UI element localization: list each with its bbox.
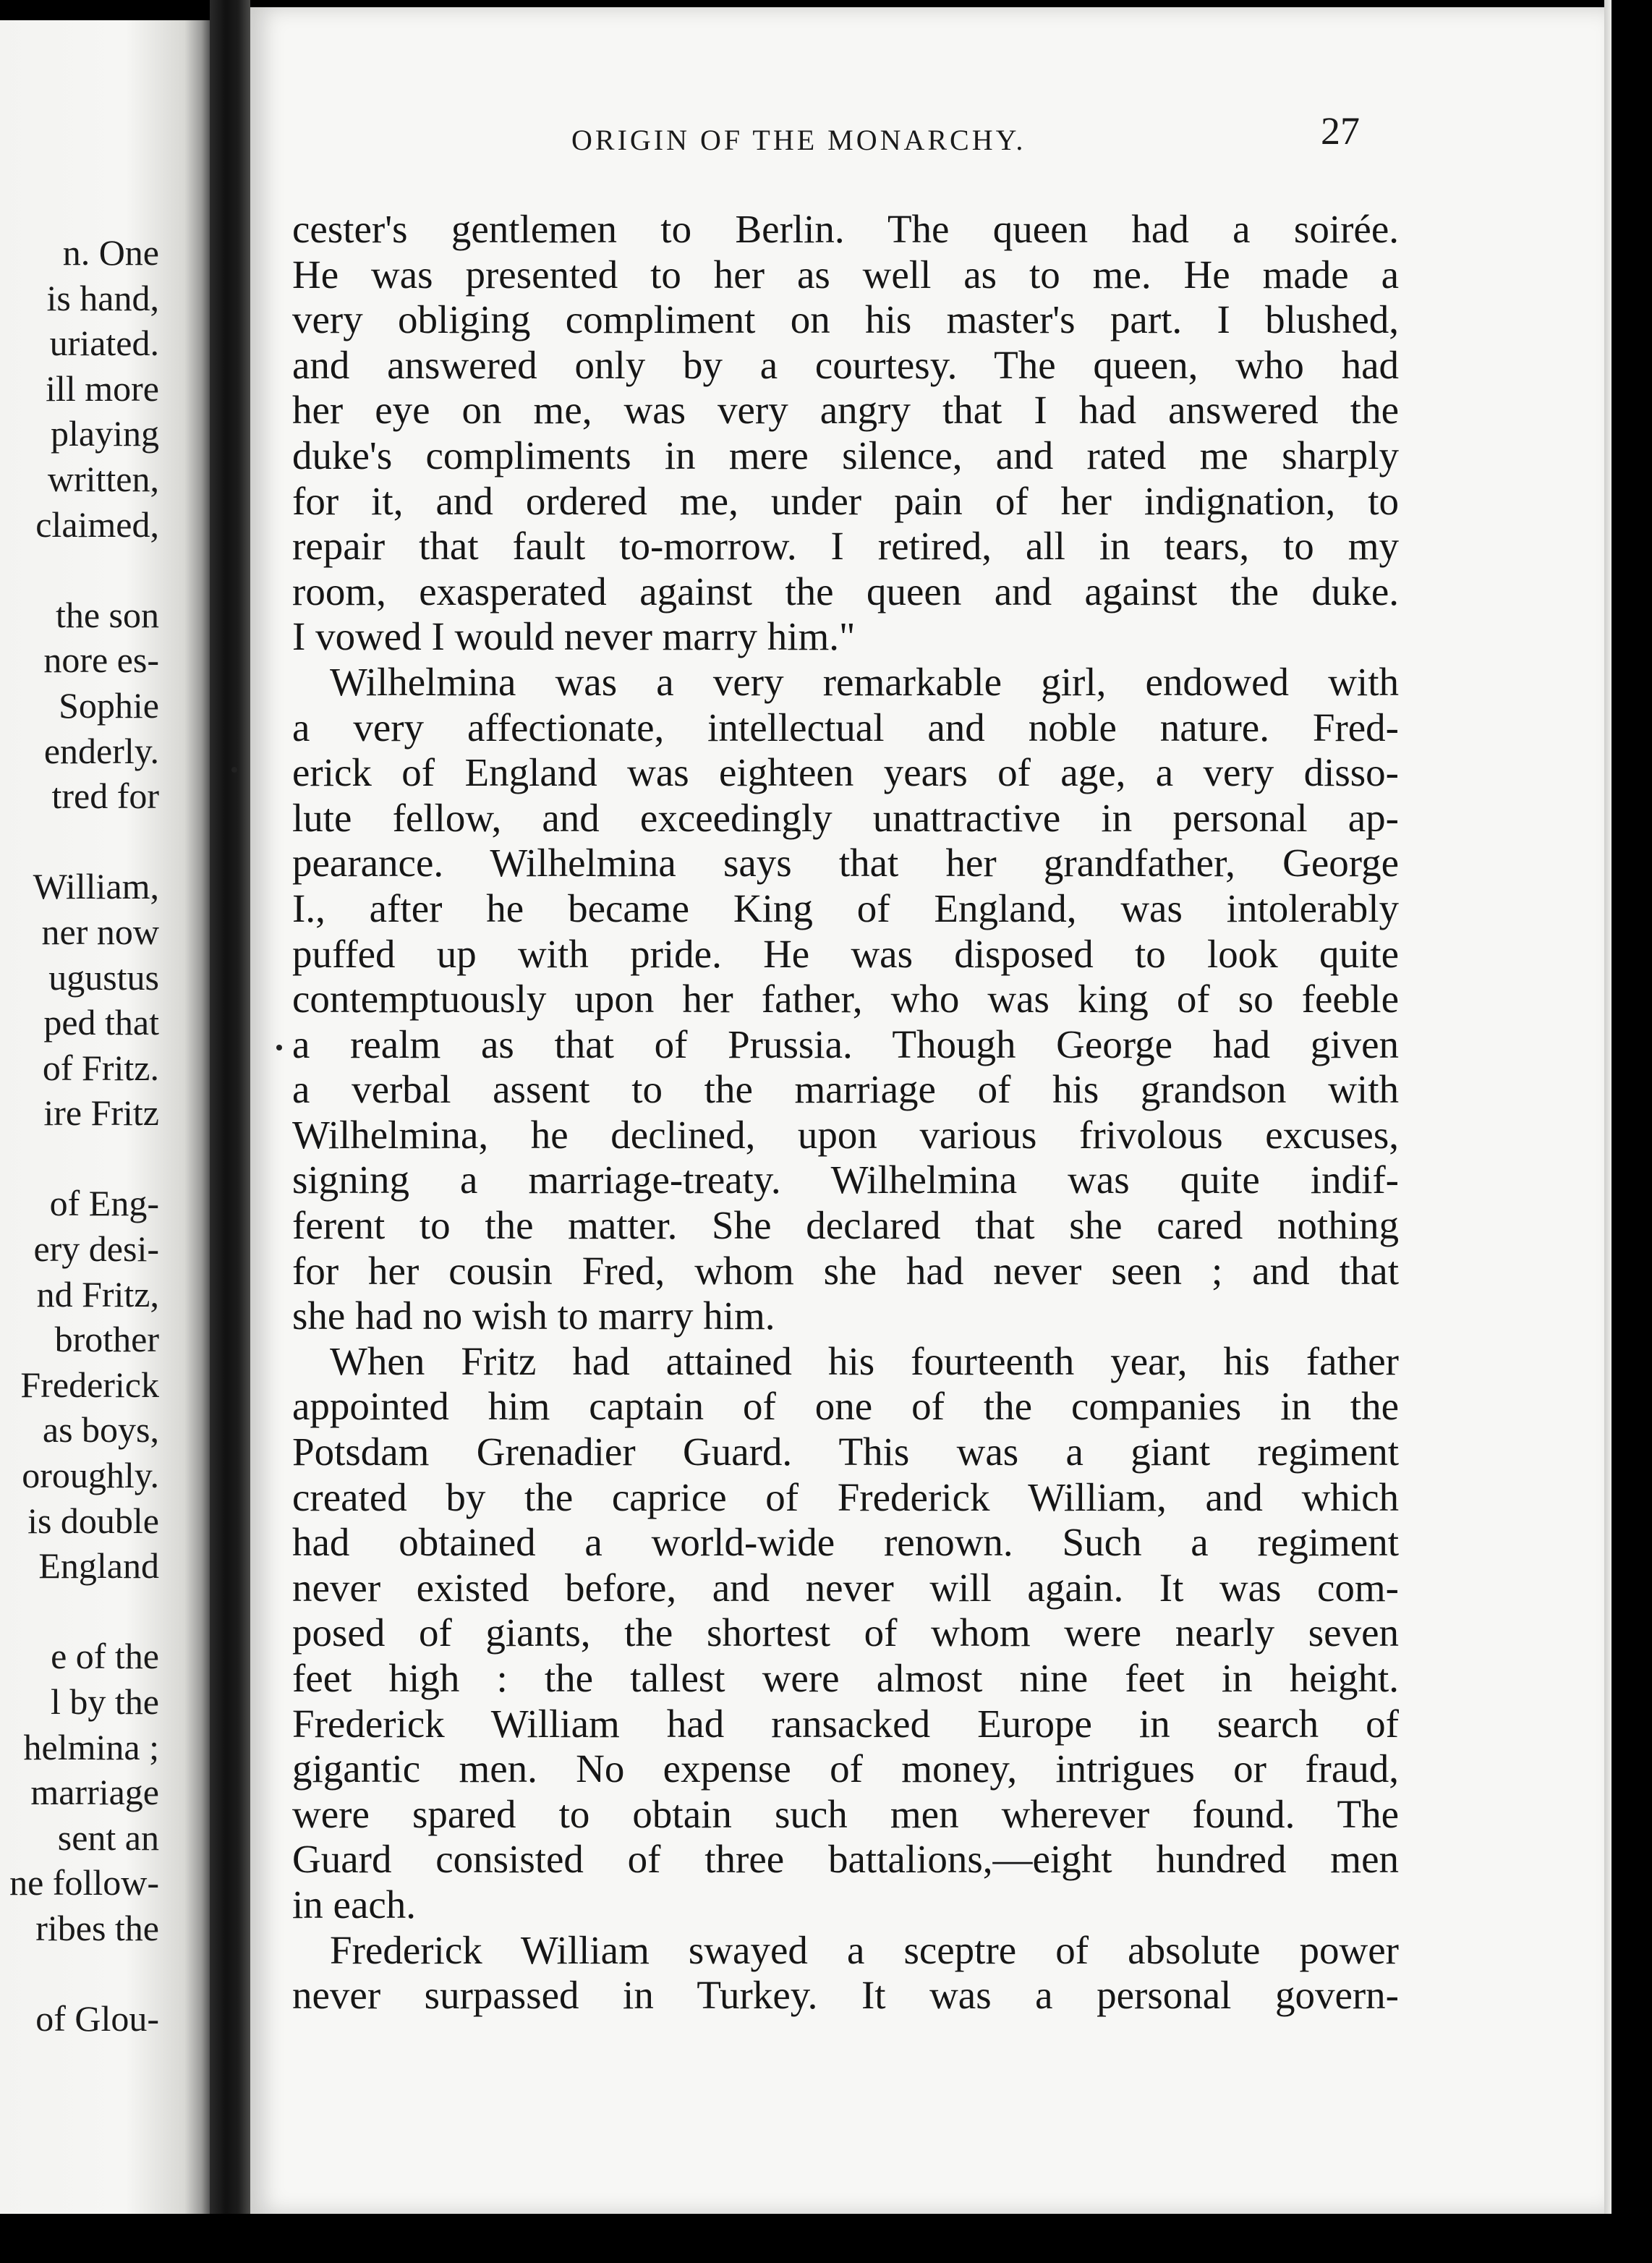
left-line: ugustus: [48, 956, 159, 998]
body-line: Wilhelmina, he declined, upon various frivolous excuses,: [292, 1112, 1399, 1157]
body-line: posed of giants, the shortest of whom were nearly seven: [292, 1610, 1399, 1655]
paragraph-first-line: Wilhelmina was a very remarkable girl, endowed with: [330, 659, 1399, 704]
body-text: [292, 207, 1399, 2018]
body-line: cester's gentlemen to Berlin. The queen had a soirée.: [292, 207, 1399, 251]
left-line: of Glou-: [35, 1998, 159, 2039]
left-line: helmina ;: [23, 1726, 159, 1767]
left-line: ped that: [43, 1002, 159, 1043]
body-line: created by the caprice of Frederick William, and which: [292, 1474, 1399, 1519]
body-line: never surpassed in Turkey. It was a personal govern-: [292, 1973, 1399, 2018]
body-line: were spared to obtain such men wherever found. The: [292, 1791, 1399, 1836]
left-line: ribes the: [35, 1907, 159, 1948]
paragraph-first-line: When Fritz had attained his fourteenth year, his father: [330, 1338, 1399, 1383]
left-line: uriated.: [49, 323, 159, 364]
body-line: repair that fault to-morrow. I retired, all in tears, to my: [292, 524, 1399, 569]
left-page-text: [0, 230, 159, 2042]
left-line: ire Fritz: [43, 1092, 159, 1134]
left-line: [0, 547, 159, 593]
left-line: written,: [47, 458, 159, 499]
body-line: I., after he became King of England, was intolerably: [292, 886, 1399, 930]
left-line: ery desi-: [33, 1228, 159, 1270]
body-line: a realm as that of Prussia. Though George had given: [292, 1022, 1399, 1066]
body-line: Guard consisted of three battalions,—eight hundred men: [292, 1837, 1399, 1882]
speck-mark: [276, 1045, 282, 1050]
body-line: gigantic men. No expense of money, intrigues or fraud,: [292, 1746, 1399, 1791]
page-number: 27: [1321, 109, 1360, 153]
speck-mark: [231, 767, 237, 773]
left-line: is hand,: [46, 277, 159, 318]
left-line: of Eng-: [49, 1183, 159, 1224]
scan-border: [0, 2214, 1652, 2263]
left-line: e of the: [51, 1636, 159, 1677]
body-line: never existed before, and never will again. It was com-: [292, 1565, 1399, 1610]
running-head: ORIGIN OF THE MONARCHY.: [571, 124, 1026, 156]
left-line: enderly.: [43, 730, 159, 771]
left-line: brother: [54, 1319, 159, 1360]
left-line: ner now: [41, 911, 159, 952]
left-line: Sophie: [59, 684, 159, 726]
left-line: William,: [33, 866, 159, 907]
book-gutter: [210, 0, 250, 2263]
body-line: Frederick William had ransacked Europe in search of: [292, 1701, 1399, 1746]
left-line: sent an: [57, 1817, 159, 1858]
left-line: ne follow-: [9, 1862, 159, 1903]
paragraph-first-line: Frederick William swayed a sceptre of absolute power: [330, 1927, 1399, 1972]
left-line: playing: [51, 413, 159, 454]
body-line: ferent to the matter. She declared that she cared nothing: [292, 1203, 1399, 1248]
left-line: marriage: [30, 1772, 159, 1813]
left-line: oroughly.: [22, 1455, 159, 1496]
body-line: in each.: [292, 1882, 417, 1927]
body-line: duke's compliments in mere silence, and rated me sharply: [292, 433, 1399, 477]
body-line: she had no wish to marry him.: [292, 1294, 775, 1338]
left-line: claimed,: [35, 504, 159, 545]
body-line: lute fellow, and exceedingly unattractive in personal ap-: [292, 795, 1399, 840]
left-line: nd Fritz,: [36, 1273, 159, 1315]
left-line: l by the: [51, 1681, 159, 1722]
body-line: very obliging compliment on his master's part. I blushed,: [292, 297, 1399, 342]
left-line: nore es-: [43, 640, 159, 681]
left-line: [0, 1136, 159, 1181]
body-line: feet high : the tallest were almost nine feet in height.: [292, 1656, 1399, 1700]
left-line: as boys,: [42, 1409, 159, 1451]
body-line: He was presented to her as well as to me. He made a: [292, 252, 1399, 297]
page-edge: [1604, 0, 1611, 2263]
left-line: ill more: [46, 368, 159, 409]
left-line: England: [38, 1545, 159, 1587]
left-line: the son: [55, 594, 159, 635]
left-line: [0, 1589, 159, 1634]
body-line: appointed him captain of one of the companies in the: [292, 1384, 1399, 1429]
left-line: [0, 1951, 159, 1997]
body-line: I vowed I would never marry him.": [292, 614, 856, 659]
body-line: her eye on me, was very angry that I had answered the: [292, 388, 1399, 433]
body-line: room, exasperated against the queen and against the duke.: [292, 569, 1399, 613]
left-facing-page: [0, 20, 210, 2220]
left-line: of Fritz.: [42, 1047, 159, 1088]
body-line: for it, and ordered me, under pain of her indignation, to: [292, 478, 1399, 523]
body-line: a very affectionate, intellectual and noble nature. Fred-: [292, 705, 1399, 750]
body-line: Potsdam Grenadier Guard. This was a giant regiment: [292, 1430, 1399, 1474]
body-line: a verbal assent to the marriage of his grandson with: [292, 1067, 1399, 1112]
body-line: contemptuously upon her father, who was king of so feeble: [292, 977, 1399, 1022]
body-line: puffed up with pride. He was disposed to look quite: [292, 931, 1399, 976]
body-line: had obtained a world-wide renown. Such a regiment: [292, 1520, 1399, 1565]
left-line: is double: [27, 1500, 159, 1541]
left-line: n. One: [62, 232, 159, 273]
left-line: [0, 819, 159, 865]
left-line: Frederick: [20, 1364, 159, 1405]
body-line: signing a marriage-treaty. Wilhelmina was quite indif-: [292, 1158, 1399, 1202]
left-line: tred for: [51, 776, 159, 817]
body-line: and answered only by a courtesy. The queen, who had: [292, 342, 1399, 387]
body-line: erick of England was eighteen years of age, a very disso-: [292, 750, 1399, 795]
body-line: for her cousin Fred, whom she had never seen ; and that: [292, 1248, 1399, 1293]
body-line: pearance. Wilhelmina says that her grandfather, George: [292, 841, 1399, 886]
